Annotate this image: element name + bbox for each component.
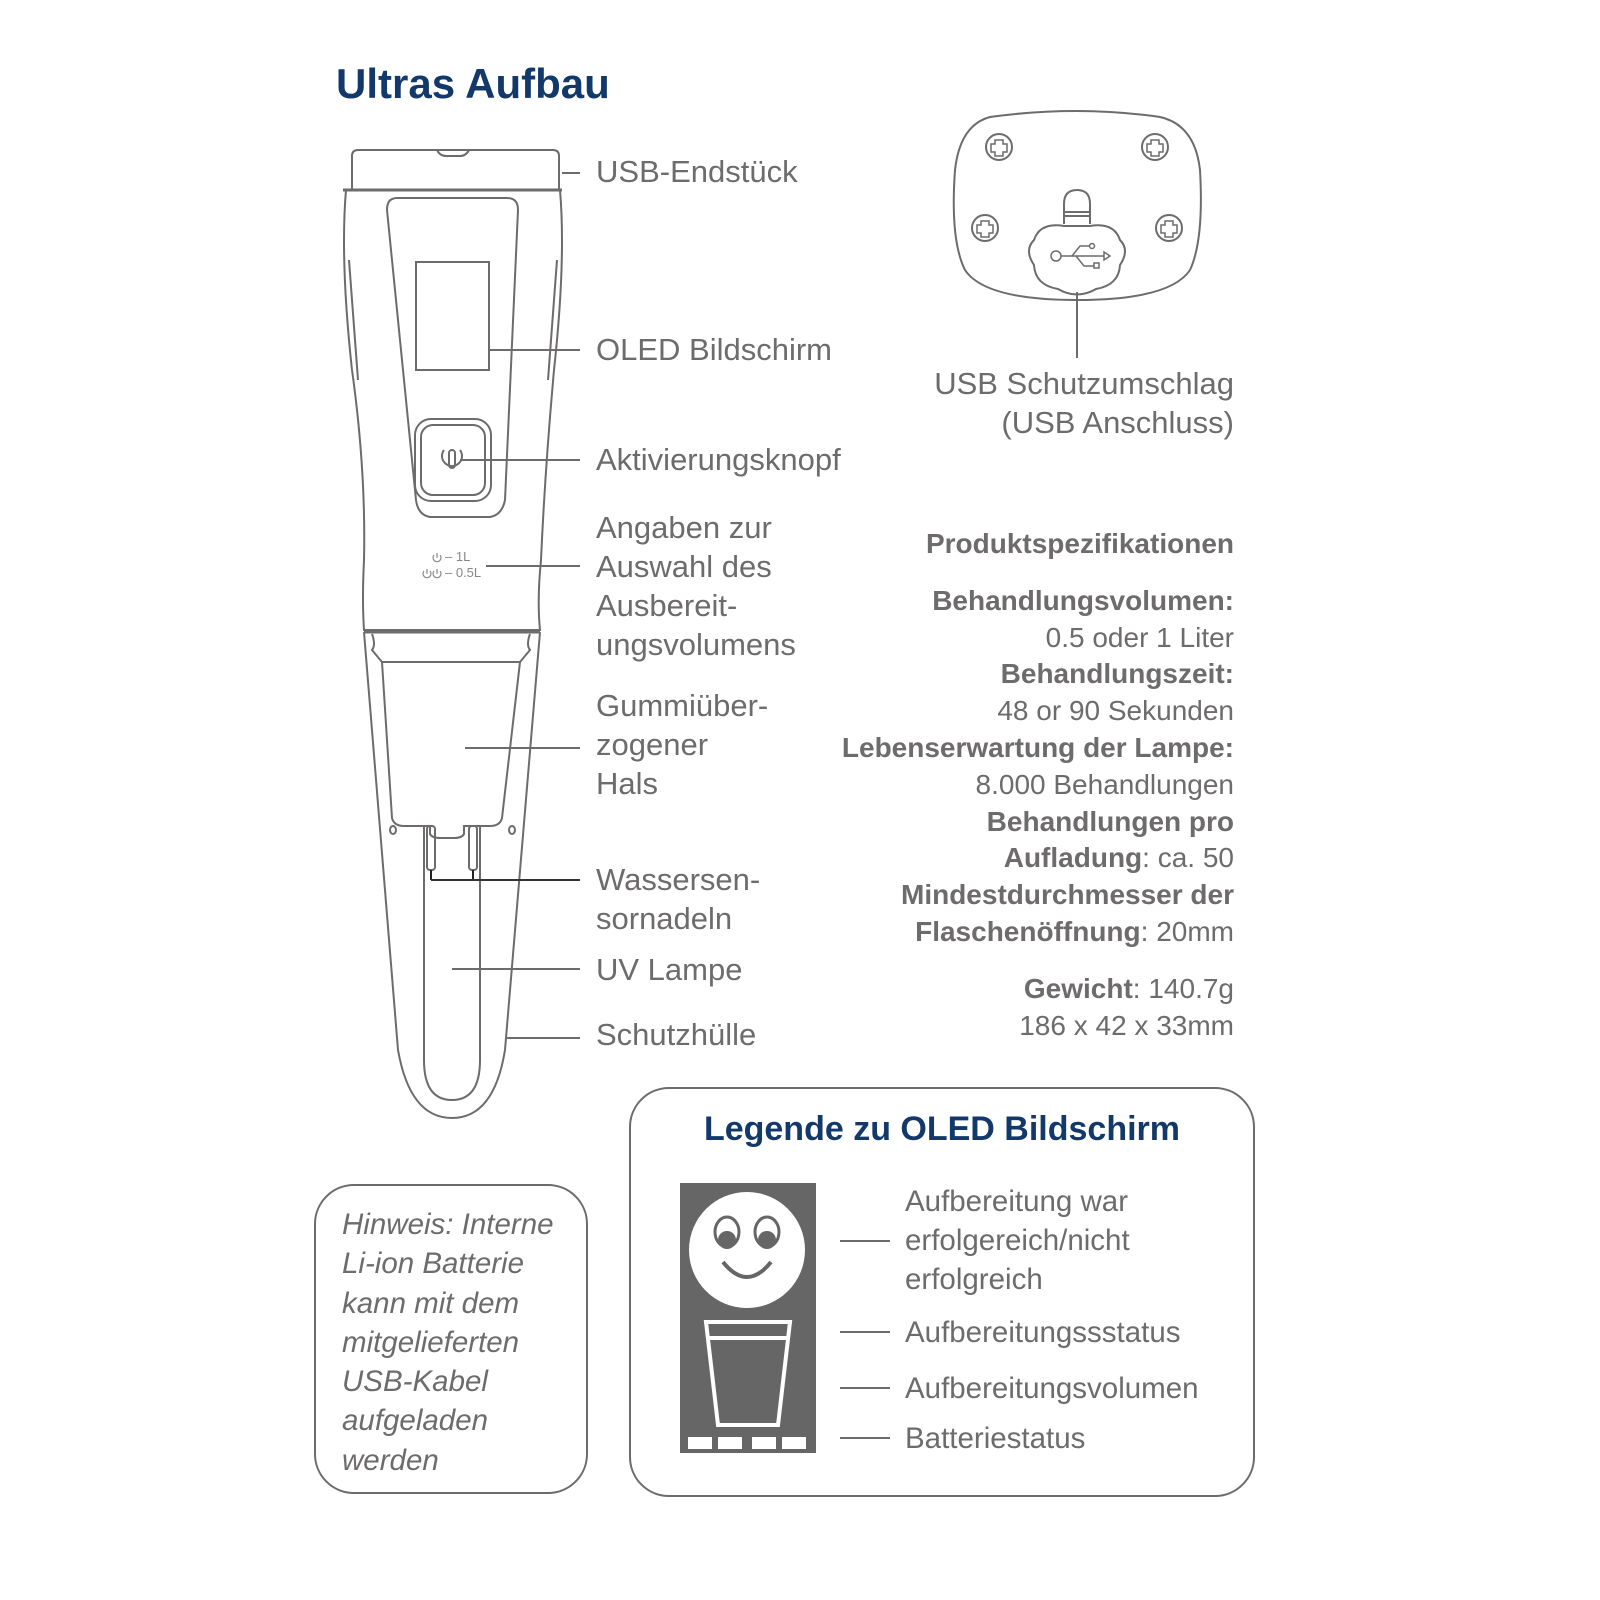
label-activation-button: Aktivierungsknopf [596,442,841,477]
specs-heading: Produktspezifikationen [925,528,1234,559]
label-uv-lamp: UV Lampe [596,952,743,987]
rubber-neck-outline [372,634,530,662]
page-title: Ultras Aufbau [336,60,610,107]
protective-sleeve-outline [364,632,540,1118]
usb-cover-drawing [954,111,1201,300]
screw-icons [977,140,1177,237]
power-icon [442,450,462,466]
label-usb-end: USB-Endstück [596,154,798,189]
usb-symbol-icon [1051,244,1110,269]
legend-item-status: Aufbereitungssstatus [905,1316,1181,1349]
product-specs: Produktspezifikationen Behandlungsvolumen: 0.5 oder 1 Liter Behandlungszeit: 48 or 90 Sekunden Lebenserwartung der Lampe: 8.000 Behandlungen Behandlungen pro Aufladung: ca. 50 Mindestdurchmesser der Flaschenöffnung: 20mm Gewicht: 140.7g 186 x 42 x 33mm [841,528,1234,1041]
legend-item-battery: Batteriestatus [905,1422,1086,1455]
front-panel-outline [387,198,518,517]
device-body-outline [344,190,562,630]
marking-1l: – 1L [445,549,471,564]
label-rubber-neck: Gummiüber- zogener Hals [596,688,769,801]
legend-item-success: Aufbereitung war erfolgereich/nicht erfolgreich [905,1185,1130,1296]
label-usb-cover: USB Schutzumschlag (USB Anschluss) [934,366,1234,440]
oled-screen [416,262,489,370]
oled-legend-title: Legende zu OLED Bildschirm [703,1110,1181,1148]
label-volume-indicator: Angaben zur Auswahl des Ausbereit- ungsvolumens [596,510,796,662]
uv-lamp-outline [424,826,480,1100]
label-water-sensor: Wassersen- sornadeln [596,862,761,936]
battery-note-text: Hinweis: Interne Li-ion Batterie kann mit dem mitgelieferten USB-Kabel aufgeladen werden [342,1208,554,1477]
marking-05l: – 0.5L [445,565,482,580]
label-protective-sleeve: Schutzhülle [596,1017,757,1052]
label-oled: OLED Bildschirm [596,332,832,367]
legend-item-volume: Aufbereitungsvolumen [905,1372,1199,1405]
